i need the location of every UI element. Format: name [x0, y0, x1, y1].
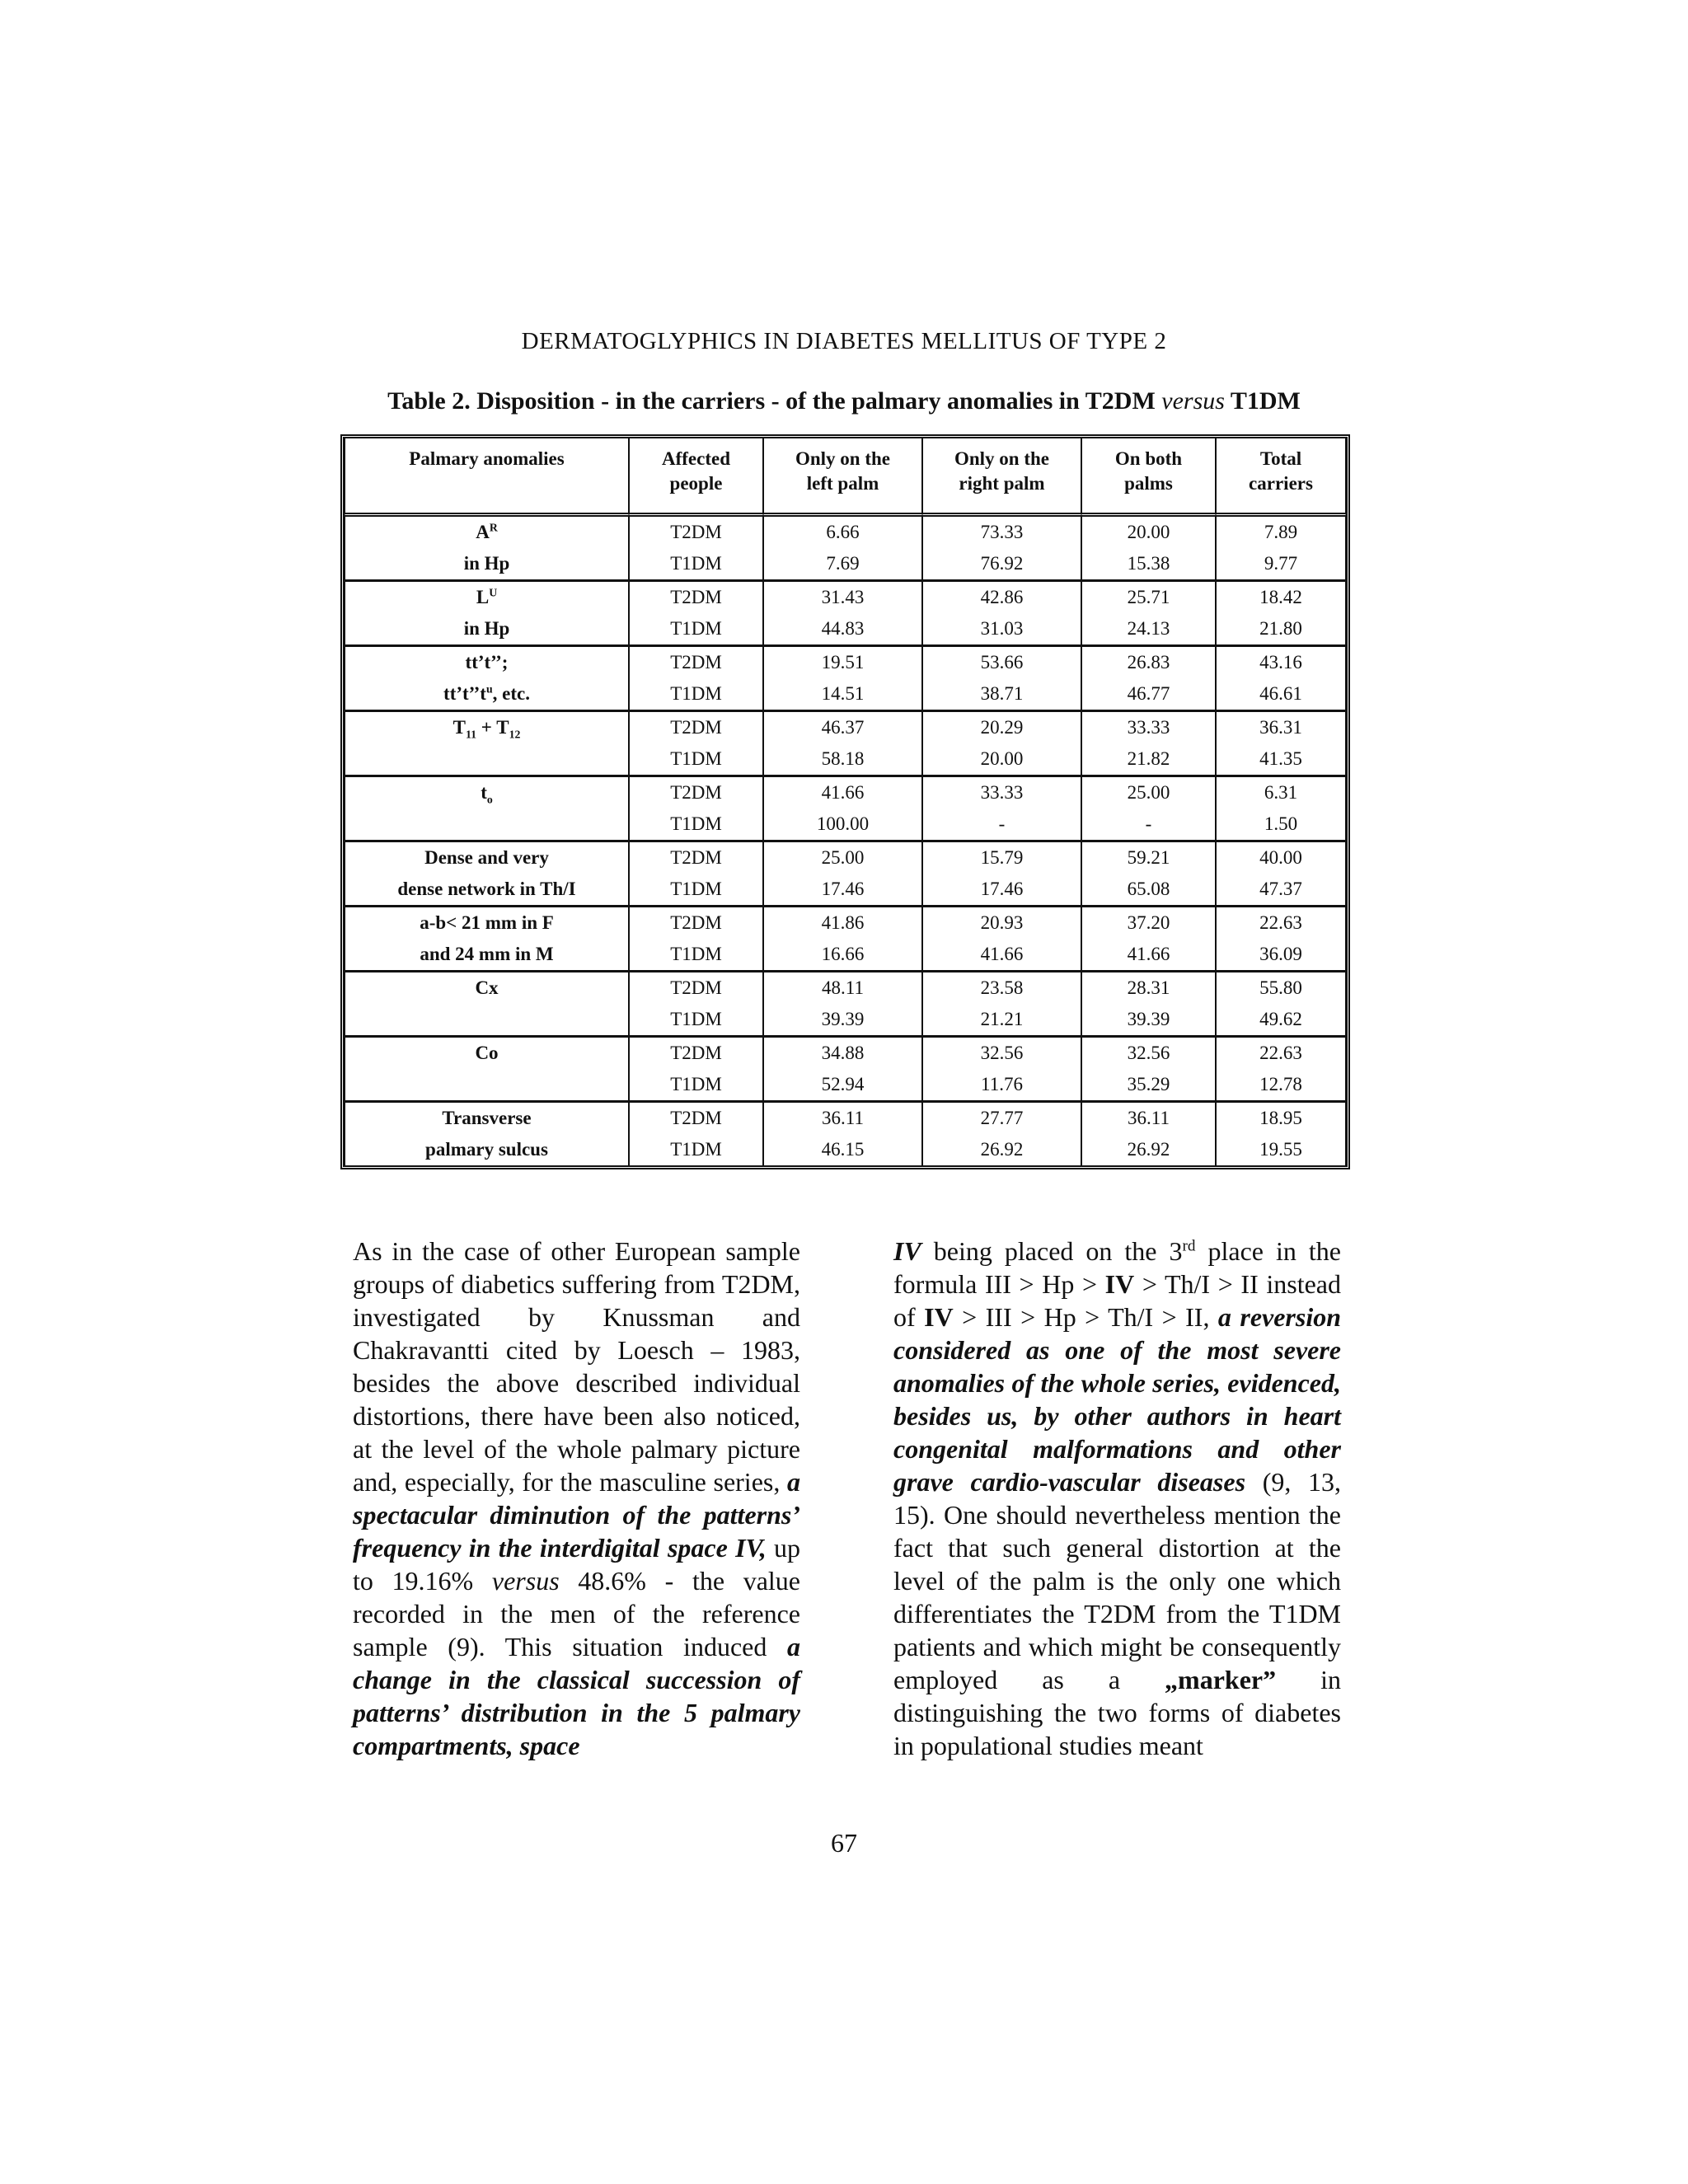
value-cell: 18.95 — [1216, 1103, 1346, 1134]
label-index: u — [485, 682, 493, 696]
anomaly-label — [345, 582, 629, 613]
value-cell: 41.35 — [1216, 743, 1346, 777]
value-cell: 21.80 — [1216, 613, 1346, 647]
table-row — [345, 842, 1346, 874]
value-cell: 17.46 — [763, 874, 922, 907]
value-cell: 21.21 — [922, 1004, 1081, 1038]
label-text: Dense and very — [424, 847, 549, 868]
label-text: + T — [476, 717, 509, 738]
value-cell: 20.29 — [922, 712, 1081, 743]
affected-cell: T1DM — [629, 678, 763, 712]
label-text: L — [476, 587, 490, 607]
value-cell: 39.39 — [1081, 1004, 1216, 1038]
value-cell: 25.00 — [763, 842, 922, 874]
value-cell: 53.66 — [922, 647, 1081, 678]
affected-cell: T1DM — [629, 939, 763, 972]
value-cell: 55.80 — [1216, 972, 1346, 1004]
caption-italic: versus — [1161, 387, 1225, 415]
running-head: DERMATOGLYPHICS IN DIABETES MELLITUS OF TYPE 2 — [521, 328, 1167, 354]
value-cell: 36.09 — [1216, 939, 1346, 972]
label-index: o — [486, 793, 493, 806]
text-run: „marker” — [1165, 1665, 1277, 1694]
label-text: A — [476, 522, 490, 542]
value-cell: 35.29 — [1081, 1069, 1216, 1103]
value-cell: 11.76 — [922, 1069, 1081, 1103]
value-cell: 39.39 — [763, 1004, 922, 1038]
value-cell: 100.00 — [763, 808, 922, 842]
affected-cell: T1DM — [629, 1134, 763, 1165]
text-run: As in the case of other European sample groups of diabetics suffering from T2DM, investigated by Knussman and Chakravantti cited by Loesch – 1983, besides the above described individual distortions, there have been also noticed, at the level of the whole palmary picture and, especially, for the masculine series, — [353, 1236, 800, 1497]
value-cell: 15.79 — [922, 842, 1081, 874]
table-body — [345, 517, 1346, 1165]
value-cell: 32.56 — [922, 1038, 1081, 1069]
value-cell: 37.20 — [1081, 907, 1216, 939]
header-palmary-anomalies: Palmary anomalies — [345, 438, 629, 517]
anomaly-label — [345, 777, 629, 808]
table-row — [345, 678, 1346, 712]
value-cell: 32.56 — [1081, 1038, 1216, 1069]
value-cell: 46.77 — [1081, 678, 1216, 712]
text-run: a change in the classical succession of patterns’ distribution in the 5 palmary compartments, space — [353, 1632, 800, 1760]
label-index: 12 — [509, 728, 521, 741]
text-run: a reversion considered as one of the most severe anomalies of the whole series, evidenced, besides us, by other authors in heart congenital malformations and other grave cardio-vascular diseases — [893, 1302, 1342, 1497]
affected-cell: T1DM — [629, 548, 763, 582]
value-cell: 19.51 — [763, 647, 922, 678]
header-affected-people: Affected people — [629, 438, 763, 517]
label-text: tt’t’’; — [465, 652, 509, 673]
label-index: R — [489, 521, 498, 534]
label-index: U — [489, 586, 498, 599]
value-cell: 44.83 — [763, 613, 922, 647]
affected-cell: T2DM — [629, 1103, 763, 1134]
value-cell: 9.77 — [1216, 548, 1346, 582]
page-number: 67 — [831, 1828, 857, 1858]
table-caption — [0, 387, 1688, 415]
header-total-carriers: Total carriers — [1216, 438, 1346, 517]
header-right-palm: Only on the right palm — [922, 438, 1081, 517]
affected-cell: T2DM — [629, 647, 763, 678]
affected-cell: T1DM — [629, 613, 763, 647]
table-row — [345, 907, 1346, 939]
affected-cell: T1DM — [629, 874, 763, 907]
table-row — [345, 517, 1346, 548]
affected-cell: T2DM — [629, 907, 763, 939]
table-row — [345, 613, 1346, 647]
value-cell: 59.21 — [1081, 842, 1216, 874]
value-cell: 36.11 — [763, 1103, 922, 1134]
anomaly-label — [345, 907, 629, 939]
label-text: dense network in Th/I — [397, 879, 576, 899]
label-text: tt’t’’t — [443, 683, 486, 704]
value-cell: 20.00 — [1081, 517, 1216, 548]
table-row — [345, 582, 1346, 613]
anomaly-label — [345, 874, 629, 907]
table-row — [345, 743, 1346, 777]
value-cell: 48.11 — [763, 972, 922, 1004]
value-cell: 43.16 — [1216, 647, 1346, 678]
text-run: up to 19.16% — [353, 1533, 801, 1596]
anomalies-table-wrap — [340, 434, 1350, 1169]
anomalies-table — [340, 434, 1350, 1169]
table-row — [345, 972, 1346, 1004]
label-text: a-b< 21 mm in F — [420, 912, 554, 933]
label-text: , etc. — [492, 683, 530, 704]
affected-cell: T2DM — [629, 582, 763, 613]
anomaly-label — [345, 1038, 629, 1069]
value-cell: 46.37 — [763, 712, 922, 743]
text-run: 48.6% - the value recorded in the men of the reference sample (9). This situation induced — [353, 1566, 800, 1661]
header-left-palm: Only on the left palm — [763, 438, 922, 517]
value-cell: 34.88 — [763, 1038, 922, 1069]
value-cell: 22.63 — [1216, 907, 1346, 939]
affected-cell: T1DM — [629, 743, 763, 777]
value-cell: 41.66 — [763, 777, 922, 808]
value-cell: 23.58 — [922, 972, 1081, 1004]
table-row — [345, 712, 1346, 743]
value-cell: 7.69 — [763, 548, 922, 582]
text-run: versus — [491, 1566, 560, 1596]
value-cell: 58.18 — [763, 743, 922, 777]
affected-cell: T2DM — [629, 842, 763, 874]
anomaly-label — [345, 517, 629, 548]
text-run: in distinguishing the two forms of diabetes in populational studies meant — [893, 1665, 1341, 1760]
label-text: t — [481, 782, 487, 803]
value-cell: 21.82 — [1081, 743, 1216, 777]
label-text: Co — [475, 1043, 499, 1063]
label-text: Cx — [475, 977, 499, 998]
value-cell: 14.51 — [763, 678, 922, 712]
value-cell: 18.42 — [1216, 582, 1346, 613]
value-cell: 20.93 — [922, 907, 1081, 939]
caption-part2: T1DM — [1224, 387, 1301, 415]
value-cell: 41.66 — [922, 939, 1081, 972]
value-cell: 22.63 — [1216, 1038, 1346, 1069]
anomaly-label — [345, 548, 629, 582]
value-cell: 7.89 — [1216, 517, 1346, 548]
value-cell: 25.71 — [1081, 582, 1216, 613]
anomaly-label — [345, 613, 629, 647]
table-row — [345, 808, 1346, 842]
table-row — [345, 1134, 1346, 1165]
anomaly-label — [345, 1069, 629, 1103]
value-cell: 38.71 — [922, 678, 1081, 712]
anomaly-label — [345, 647, 629, 678]
anomaly-label — [345, 842, 629, 874]
text-run: place in the formula III > Hp > — [893, 1236, 1342, 1299]
anomaly-label — [345, 1004, 629, 1038]
value-cell: 52.94 — [763, 1069, 922, 1103]
value-cell: 47.37 — [1216, 874, 1346, 907]
affected-cell: T2DM — [629, 777, 763, 808]
value-cell: 12.78 — [1216, 1069, 1346, 1103]
text-run: > III > Hp > Th/I > II, — [953, 1302, 1218, 1332]
value-cell: 42.86 — [922, 582, 1081, 613]
text-run: > Th/I > II instead of — [893, 1269, 1341, 1332]
affected-cell: T2DM — [629, 1038, 763, 1069]
value-cell: 15.38 — [1081, 548, 1216, 582]
value-cell: 49.62 — [1216, 1004, 1346, 1038]
value-cell: 24.13 — [1081, 613, 1216, 647]
table-row — [345, 1103, 1346, 1134]
value-cell: 46.61 — [1216, 678, 1346, 712]
header-both-palms: On both palms — [1081, 438, 1216, 517]
value-cell: 41.86 — [763, 907, 922, 939]
table-row — [345, 939, 1346, 972]
table-row — [345, 874, 1346, 907]
label-text: Transverse — [442, 1108, 532, 1128]
text-run: being placed on the 3 — [921, 1236, 1183, 1266]
value-cell: 31.43 — [763, 582, 922, 613]
label-text: T — [452, 717, 466, 738]
text-run: (9, 13, 15). One should nevertheless mention the fact that such general distortion at the level of the palm is the only one which differentiates the T2DM from the T1DM patients and which might be consequently employed as a — [893, 1467, 1341, 1694]
anomaly-label — [345, 1103, 629, 1134]
table-row — [345, 548, 1346, 582]
left-column — [353, 1235, 800, 1762]
anomaly-label — [345, 743, 629, 777]
table-row — [345, 777, 1346, 808]
anomaly-label — [345, 678, 629, 712]
value-cell: 40.00 — [1216, 842, 1346, 874]
value-cell: 6.31 — [1216, 777, 1346, 808]
value-cell: - — [1081, 808, 1216, 842]
text-run: IV — [893, 1236, 921, 1266]
value-cell: 16.66 — [763, 939, 922, 972]
label-text: in Hp — [463, 553, 510, 574]
value-cell: 20.00 — [922, 743, 1081, 777]
value-cell: 27.77 — [922, 1103, 1081, 1134]
affected-cell: T1DM — [629, 1069, 763, 1103]
value-cell: 6.66 — [763, 517, 922, 548]
value-cell: 36.11 — [1081, 1103, 1216, 1134]
value-cell: 28.31 — [1081, 972, 1216, 1004]
value-cell: 76.92 — [922, 548, 1081, 582]
affected-cell: T1DM — [629, 1004, 763, 1038]
value-cell: 1.50 — [1216, 808, 1346, 842]
caption-part1: Table 2. Disposition - in the carriers - of the palmary anomalies in T2DM — [387, 387, 1162, 415]
text-run: IV — [924, 1302, 954, 1332]
value-cell: - — [922, 808, 1081, 842]
value-cell: 26.92 — [1081, 1134, 1216, 1165]
value-cell: 25.00 — [1081, 777, 1216, 808]
text-run: a spectacular diminution of the patterns’ frequency in the interdigital space IV, — [353, 1467, 800, 1563]
anomaly-label — [345, 972, 629, 1004]
table-row — [345, 1004, 1346, 1038]
affected-cell: T1DM — [629, 808, 763, 842]
value-cell: 73.33 — [922, 517, 1081, 548]
value-cell: 46.15 — [763, 1134, 922, 1165]
value-cell: 31.03 — [922, 613, 1081, 647]
anomaly-label — [345, 712, 629, 743]
table-row — [345, 647, 1346, 678]
table-row — [345, 1069, 1346, 1103]
table-header-row — [345, 438, 1346, 517]
value-cell: 26.83 — [1081, 647, 1216, 678]
affected-cell: T2DM — [629, 972, 763, 1004]
text-run: IV — [1104, 1269, 1135, 1299]
label-index: 11 — [465, 728, 477, 741]
value-cell: 33.33 — [1081, 712, 1216, 743]
label-text: in Hp — [463, 618, 510, 639]
label-text: and 24 mm in M — [420, 944, 554, 964]
table-row — [345, 1038, 1346, 1069]
affected-cell: T2DM — [629, 517, 763, 548]
anomaly-label — [345, 808, 629, 842]
value-cell: 17.46 — [922, 874, 1081, 907]
label-text: palmary sulcus — [425, 1139, 548, 1160]
affected-cell: T2DM — [629, 712, 763, 743]
value-cell: 19.55 — [1216, 1134, 1346, 1165]
value-cell: 41.66 — [1081, 939, 1216, 972]
text-run: rd — [1182, 1237, 1196, 1255]
right-column — [893, 1235, 1341, 1762]
anomaly-label — [345, 939, 629, 972]
value-cell: 33.33 — [922, 777, 1081, 808]
anomaly-label — [345, 1134, 629, 1165]
value-cell: 36.31 — [1216, 712, 1346, 743]
value-cell: 26.92 — [922, 1134, 1081, 1165]
value-cell: 65.08 — [1081, 874, 1216, 907]
